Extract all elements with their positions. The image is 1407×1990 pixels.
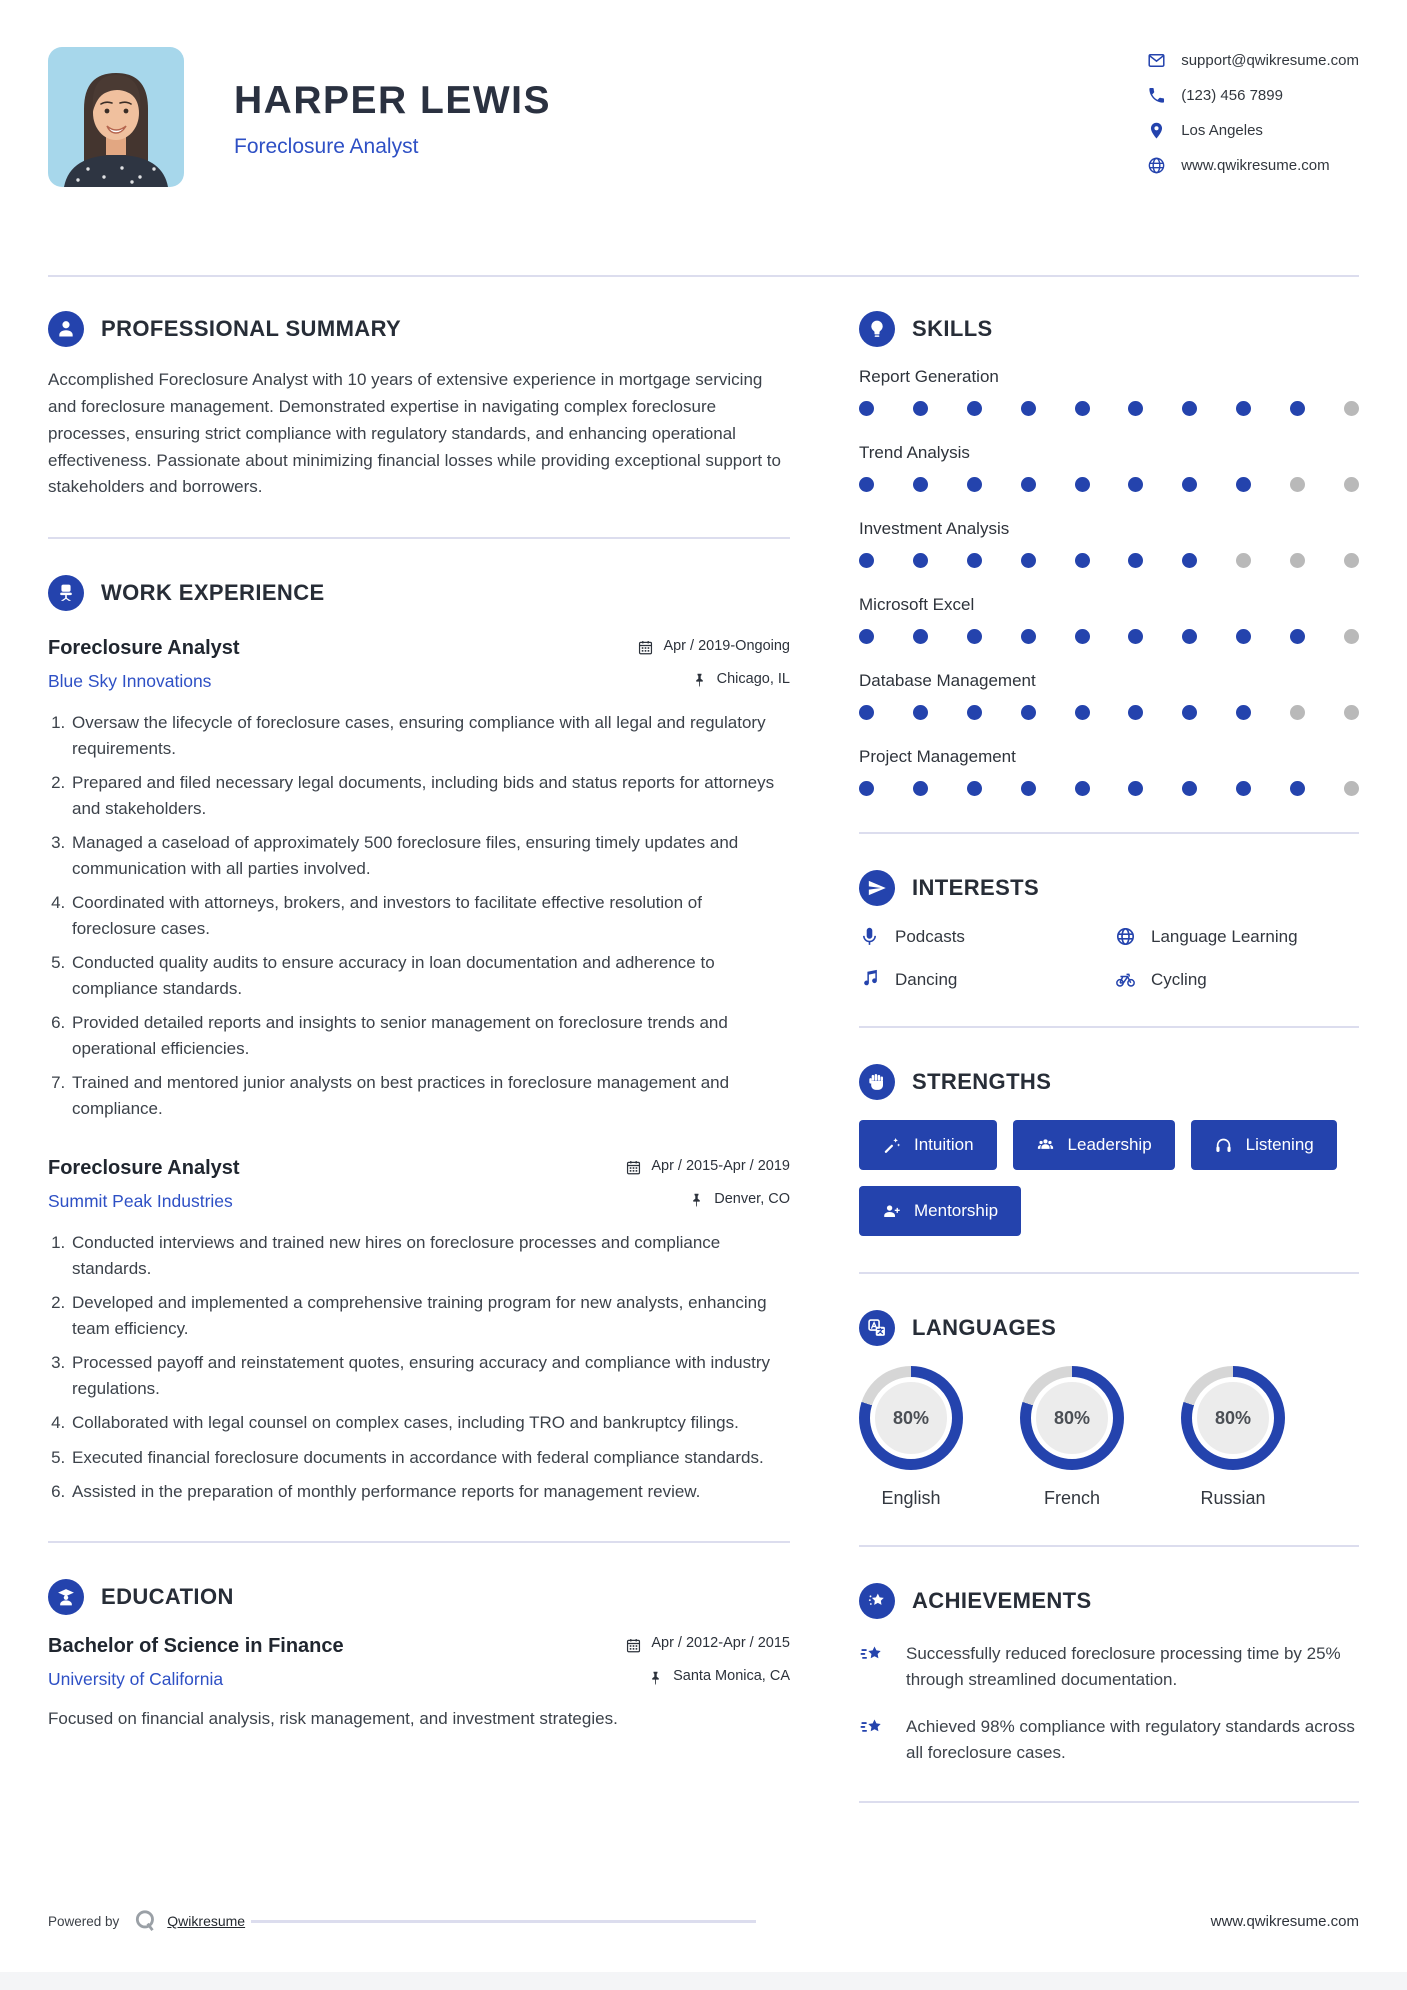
skill-dot-empty bbox=[1344, 629, 1359, 644]
skill-rating bbox=[859, 477, 1359, 492]
skill-rating bbox=[859, 553, 1359, 568]
skill-dot-filled bbox=[1075, 477, 1090, 492]
section-work-experience bbox=[48, 575, 790, 1505]
interest-label: Cycling bbox=[1151, 969, 1207, 989]
user-icon bbox=[48, 311, 84, 347]
skill-dot-filled bbox=[1236, 401, 1251, 416]
skill-dot-filled bbox=[913, 553, 928, 568]
strengths-pills bbox=[859, 1120, 1359, 1236]
pushpin-icon bbox=[647, 1670, 664, 1687]
footer-website: www.qwikresume.com bbox=[1210, 1912, 1359, 1930]
job-company: Blue Sky Innovations bbox=[48, 671, 212, 692]
strength-pill bbox=[1191, 1120, 1337, 1170]
people-icon bbox=[1036, 1136, 1055, 1155]
section-divider bbox=[859, 1545, 1359, 1547]
language-donut bbox=[1020, 1366, 1124, 1470]
education-dates bbox=[625, 1635, 790, 1652]
skill-row bbox=[859, 519, 1359, 568]
skill-dot-filled bbox=[1290, 401, 1305, 416]
footer-divider-line bbox=[251, 1920, 756, 1923]
skill-dot-filled bbox=[1075, 629, 1090, 644]
skill-dot-filled bbox=[967, 401, 982, 416]
job-location bbox=[691, 670, 790, 687]
pushpin-icon bbox=[688, 1192, 705, 1209]
strength-label: Mentorship bbox=[914, 1201, 999, 1220]
skill-dot-filled bbox=[913, 629, 928, 644]
skill-name: Trend Analysis bbox=[859, 443, 970, 462]
contact-text: Los Angeles bbox=[1181, 122, 1263, 139]
interests-grid bbox=[859, 926, 1359, 990]
contact-row[interactable] bbox=[1147, 156, 1359, 175]
website-icon bbox=[1147, 156, 1166, 175]
interest-label: Language Learning bbox=[1151, 926, 1298, 946]
language-item bbox=[1020, 1366, 1124, 1509]
job-location-text: Denver, CO bbox=[714, 1190, 790, 1207]
job-location-text: Chicago, IL bbox=[716, 670, 790, 687]
education-location-text: Santa Monica, CA bbox=[673, 1668, 790, 1685]
office-chair-icon bbox=[48, 575, 84, 611]
paper-plane-icon bbox=[859, 870, 895, 906]
education-degree: Bachelor of Science in Finance bbox=[48, 1634, 344, 1657]
job-dates bbox=[637, 637, 790, 654]
bullet-item: 6. Assisted in the preparation of monthly performance reports for management review. bbox=[70, 1479, 790, 1505]
skill-dot-filled bbox=[1128, 629, 1143, 644]
summary-heading-row bbox=[48, 311, 790, 347]
skill-dot-filled bbox=[913, 705, 928, 720]
qwikresume-link[interactable]: Qwikresume bbox=[167, 1913, 246, 1929]
bullet-item: 7. Trained and mentored junior analysts on best practices in foreclosure management and compliance. bbox=[70, 1070, 790, 1121]
music-note-icon bbox=[859, 969, 880, 990]
skill-row bbox=[859, 367, 1359, 416]
pushpin-icon bbox=[691, 672, 708, 689]
languages-list bbox=[859, 1366, 1359, 1509]
bullet-item: 3. Processed payoff and reinstatement quotes, ensuring accuracy and compliance with industry regulations. bbox=[70, 1350, 790, 1401]
skill-rating bbox=[859, 401, 1359, 416]
bullet-item: 1. Conducted interviews and trained new hires on foreclosure processes and compliance standards. bbox=[70, 1230, 790, 1281]
job-bullet-list bbox=[48, 1230, 790, 1505]
skill-dot-filled bbox=[1182, 553, 1197, 568]
shooting-star-icon bbox=[859, 1642, 885, 1668]
skill-dot-filled bbox=[859, 705, 874, 720]
skill-row bbox=[859, 595, 1359, 644]
bullet-item: 3. Managed a caseload of approximately 500 foreclosure files, ensuring timely updates and communication with all parties involved. bbox=[70, 830, 790, 881]
education-school: University of California bbox=[48, 1668, 224, 1689]
skill-dot-filled bbox=[1236, 781, 1251, 796]
skill-dot-filled bbox=[1128, 401, 1143, 416]
language-item bbox=[859, 1366, 963, 1509]
skill-dot-filled bbox=[1182, 705, 1197, 720]
language-percent: 80% bbox=[1053, 1407, 1091, 1428]
bullet-item: 2. Prepared and filed necessary legal documents, including bids and status reports for attorneys and stakeholders. bbox=[70, 770, 790, 821]
language-donut bbox=[859, 1366, 963, 1470]
section-divider bbox=[859, 832, 1359, 834]
education-heading-row bbox=[48, 1579, 790, 1615]
interest-item bbox=[859, 969, 1115, 990]
work-heading: WORK EXPERIENCE bbox=[101, 580, 325, 606]
powered-by-label: Powered by bbox=[48, 1913, 120, 1929]
skill-dot-empty bbox=[1290, 705, 1305, 720]
strength-label: Leadership bbox=[1067, 1135, 1152, 1154]
skill-dot-filled bbox=[1128, 705, 1143, 720]
section-languages bbox=[859, 1310, 1359, 1509]
skill-dot-filled bbox=[1021, 553, 1036, 568]
achievements-heading: ACHIEVEMENTS bbox=[912, 1588, 1092, 1613]
skill-dot-filled bbox=[859, 629, 874, 644]
calendar-icon bbox=[625, 1637, 642, 1654]
section-divider bbox=[48, 1541, 790, 1543]
header-divider bbox=[48, 275, 1359, 277]
skill-dot-filled bbox=[913, 401, 928, 416]
skill-name: Project Management bbox=[859, 747, 1016, 766]
job-location bbox=[688, 1190, 790, 1207]
interests-heading: INTERESTS bbox=[912, 875, 1040, 900]
globe-icon bbox=[1115, 926, 1136, 947]
achievement-text: Successfully reduced foreclosure processing time by 25% through streamlined documentation. bbox=[906, 1644, 1341, 1689]
skill-dot-filled bbox=[1075, 553, 1090, 568]
skill-dot-filled bbox=[913, 477, 928, 492]
skill-dot-empty bbox=[1344, 553, 1359, 568]
language-item bbox=[1181, 1366, 1285, 1509]
language-percent: 80% bbox=[1214, 1407, 1252, 1428]
skill-dot-filled bbox=[1290, 629, 1305, 644]
skill-dot-filled bbox=[1021, 705, 1036, 720]
identity-block bbox=[234, 47, 551, 159]
magic-wand-icon bbox=[882, 1136, 901, 1155]
strength-pill bbox=[859, 1120, 997, 1170]
skill-dot-empty bbox=[1344, 705, 1359, 720]
bullet-item: 2. Developed and implemented a comprehensive training program for new analysts, enhancing team efficiency. bbox=[70, 1290, 790, 1341]
language-percent: 80% bbox=[892, 1407, 930, 1428]
interests-heading-row bbox=[859, 870, 1359, 906]
achievement-text: Achieved 98% compliance with regulatory standards across all foreclosure cases. bbox=[906, 1717, 1355, 1762]
skill-dot-filled bbox=[967, 477, 982, 492]
job-title: Foreclosure Analyst bbox=[48, 1157, 240, 1180]
skill-dot-empty bbox=[1290, 477, 1305, 492]
skill-dot-filled bbox=[967, 705, 982, 720]
language-name: French bbox=[1043, 1488, 1101, 1508]
skill-row bbox=[859, 747, 1359, 796]
skill-dot-filled bbox=[1290, 781, 1305, 796]
section-professional-summary bbox=[48, 311, 790, 501]
interest-item bbox=[1115, 926, 1359, 947]
job-title: Foreclosure Analyst bbox=[48, 637, 240, 660]
interest-item bbox=[1115, 969, 1359, 990]
person-name: HARPER LEWIS bbox=[234, 79, 552, 122]
graduate-icon bbox=[48, 1579, 84, 1615]
summary-heading: PROFESSIONAL SUMMARY bbox=[101, 316, 402, 341]
skill-dot-filled bbox=[1182, 401, 1197, 416]
email-icon bbox=[1147, 51, 1166, 70]
summary-text: Accomplished Foreclosure Analyst with 10 years of extensive experience in mortgage servicing and foreclosure management. Demonstrated expertise in navigating complex foreclosure processes, ensuring strict compliance with regulatory standards, and enhancing operational effectiveness. Passionate about minimizing financial losses while providing exceptional support to stakeholders and borrowers. bbox=[48, 370, 781, 497]
interest-label: Dancing bbox=[895, 969, 958, 989]
work-heading-row bbox=[48, 575, 790, 611]
user-plus-icon bbox=[882, 1202, 901, 1221]
language-name: Russian bbox=[1200, 1488, 1266, 1508]
education-description: Focused on financial analysis, risk management, and investment strategies. bbox=[48, 1708, 618, 1728]
skill-dot-filled bbox=[1075, 781, 1090, 796]
skill-dot-filled bbox=[1128, 553, 1143, 568]
skill-dot-filled bbox=[1128, 477, 1143, 492]
section-education bbox=[48, 1579, 790, 1733]
right-column bbox=[859, 295, 1359, 1839]
skill-name: Report Generation bbox=[859, 367, 999, 386]
language-donut bbox=[1181, 1366, 1285, 1470]
job-company: Summit Peak Industries bbox=[48, 1191, 233, 1212]
main-content bbox=[0, 295, 1407, 1839]
skill-dot-filled bbox=[859, 477, 874, 492]
contact-text: support@qwikresume.com bbox=[1181, 52, 1359, 69]
achievement-item bbox=[859, 1641, 1359, 1692]
strength-pill bbox=[1013, 1120, 1175, 1170]
bullet-item: 1. Oversaw the lifecycle of foreclosure cases, ensuring compliance with all legal and regulatory requirements. bbox=[70, 710, 790, 761]
strength-pill bbox=[859, 1186, 1021, 1236]
location-icon bbox=[1147, 121, 1166, 140]
languages-heading-row bbox=[859, 1310, 1359, 1346]
phone-icon bbox=[1147, 86, 1166, 105]
footer bbox=[48, 1908, 1359, 1934]
skill-dot-filled bbox=[859, 781, 874, 796]
achievement-item bbox=[859, 1714, 1359, 1765]
section-skills bbox=[859, 311, 1359, 796]
calendar-icon bbox=[637, 639, 654, 656]
skills-heading: SKILLS bbox=[912, 316, 993, 341]
skill-dot-filled bbox=[1021, 781, 1036, 796]
skill-dot-empty bbox=[1344, 781, 1359, 796]
bottom-band bbox=[0, 1972, 1407, 1990]
skill-dot-filled bbox=[1182, 629, 1197, 644]
bullet-item: 4. Coordinated with attorneys, brokers, and investors to facilitate effective resolution of foreclosure cases. bbox=[70, 890, 790, 941]
skill-dot-filled bbox=[1021, 477, 1036, 492]
education-heading: EDUCATION bbox=[101, 1583, 234, 1609]
skill-dot-filled bbox=[1021, 401, 1036, 416]
skill-dot-filled bbox=[1236, 629, 1251, 644]
q-logo-icon bbox=[133, 1908, 159, 1934]
skill-dot-filled bbox=[859, 401, 874, 416]
contact-row[interactable] bbox=[1147, 51, 1359, 70]
headphones-icon bbox=[1214, 1136, 1233, 1155]
skill-dot-filled bbox=[859, 553, 874, 568]
language-name: English bbox=[881, 1488, 941, 1508]
achievements-heading-row bbox=[859, 1583, 1359, 1619]
skill-name: Microsoft Excel bbox=[859, 595, 975, 614]
skill-dot-empty bbox=[1236, 553, 1251, 568]
skill-rating bbox=[859, 705, 1359, 720]
bullet-item: 5. Executed financial foreclosure documents in accordance with federal compliance standards. bbox=[70, 1445, 790, 1471]
skill-row bbox=[859, 671, 1359, 720]
microphone-icon bbox=[859, 926, 880, 947]
person-title: Foreclosure Analyst bbox=[234, 135, 419, 158]
section-divider bbox=[859, 1801, 1359, 1803]
section-divider bbox=[859, 1272, 1359, 1274]
skill-name: Database Management bbox=[859, 671, 1036, 690]
skill-dot-filled bbox=[913, 781, 928, 796]
skill-dot-empty bbox=[1290, 553, 1305, 568]
lightbulb-icon bbox=[859, 311, 895, 347]
skill-row bbox=[859, 443, 1359, 492]
contact-row[interactable] bbox=[1147, 121, 1359, 140]
header bbox=[0, 0, 1407, 187]
section-achievements bbox=[859, 1583, 1359, 1765]
strengths-heading: STRENGTHS bbox=[912, 1069, 1052, 1094]
education-location bbox=[647, 1668, 790, 1685]
strength-label: Listening bbox=[1245, 1135, 1314, 1154]
job-bullet-list bbox=[48, 710, 790, 1121]
section-divider bbox=[48, 537, 790, 539]
bullet-item: 5. Conducted quality audits to ensure accuracy in loan documentation and adherence to compliance standards. bbox=[70, 950, 790, 1001]
skill-dot-filled bbox=[1021, 629, 1036, 644]
languages-heading: LANGUAGES bbox=[912, 1315, 1057, 1340]
section-interests bbox=[859, 870, 1359, 990]
section-strengths bbox=[859, 1064, 1359, 1236]
profile-photo bbox=[48, 47, 184, 187]
contact-row[interactable] bbox=[1147, 86, 1359, 105]
contact-text: (123) 456 7899 bbox=[1181, 87, 1283, 104]
skill-dot-filled bbox=[967, 553, 982, 568]
contact-text: www.qwikresume.com bbox=[1181, 157, 1330, 174]
interest-item bbox=[859, 926, 1115, 947]
skill-dot-filled bbox=[1236, 477, 1251, 492]
contact-block bbox=[1147, 47, 1359, 175]
job-dates-text: Apr / 2019-Ongoing bbox=[663, 637, 790, 654]
job-dates bbox=[625, 1157, 790, 1174]
skill-dot-empty bbox=[1344, 477, 1359, 492]
strengths-heading-row bbox=[859, 1064, 1359, 1100]
strength-label: Intuition bbox=[914, 1135, 974, 1154]
skill-dot-filled bbox=[1075, 401, 1090, 416]
profile-photo-illustration bbox=[48, 47, 184, 187]
skill-name: Investment Analysis bbox=[859, 519, 1010, 538]
skill-dot-empty bbox=[1344, 401, 1359, 416]
skill-rating bbox=[859, 781, 1359, 796]
left-column bbox=[48, 295, 790, 1839]
interest-label: Podcasts bbox=[895, 926, 965, 946]
job-entry bbox=[48, 1157, 790, 1505]
skill-dot-filled bbox=[967, 781, 982, 796]
star-badge-icon bbox=[859, 1583, 895, 1619]
skill-dot-filled bbox=[1128, 781, 1143, 796]
bullet-item: 4. Collaborated with legal counsel on complex cases, including TRO and bankruptcy filings. bbox=[70, 1410, 790, 1436]
job-entry bbox=[48, 637, 790, 1121]
bicycle-icon bbox=[1115, 969, 1136, 990]
skill-dot-filled bbox=[1182, 781, 1197, 796]
fist-icon bbox=[859, 1064, 895, 1100]
shooting-star-icon bbox=[859, 1715, 885, 1741]
translate-icon bbox=[859, 1310, 895, 1346]
calendar-icon bbox=[625, 1159, 642, 1176]
bullet-item: 6. Provided detailed reports and insights to senior management on foreclosure trends and operational efficiencies. bbox=[70, 1010, 790, 1061]
skill-dot-filled bbox=[1075, 705, 1090, 720]
section-divider bbox=[859, 1026, 1359, 1028]
education-dates-text: Apr / 2012-Apr / 2015 bbox=[651, 1635, 790, 1652]
skill-dot-filled bbox=[1182, 477, 1197, 492]
skills-heading-row bbox=[859, 311, 1359, 347]
skill-dot-filled bbox=[967, 629, 982, 644]
skill-dot-filled bbox=[1236, 705, 1251, 720]
skill-rating bbox=[859, 629, 1359, 644]
job-dates-text: Apr / 2015-Apr / 2019 bbox=[651, 1157, 790, 1174]
